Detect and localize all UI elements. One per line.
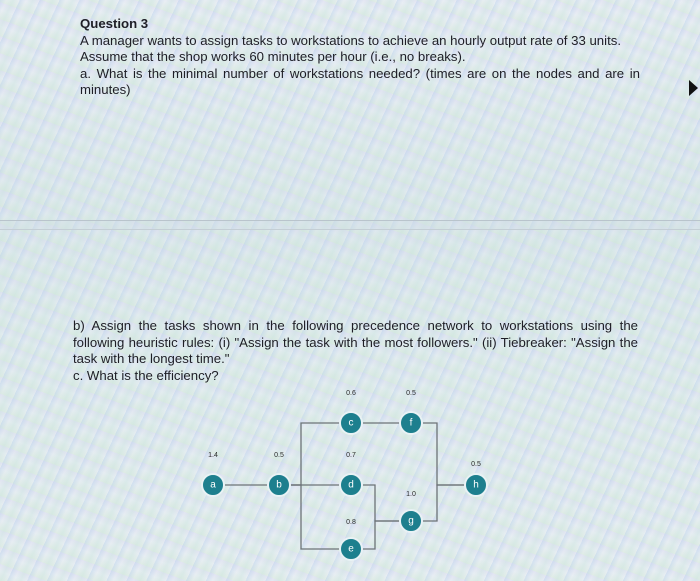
edge-f-h [422,423,465,485]
question-title: Question 3 [80,16,149,31]
part-b-line-4: c. What is the efficiency? [73,367,219,383]
node-letter-e: e [348,543,354,555]
edge-b-e [290,485,340,549]
node-letter-f: f [409,417,413,429]
node-time-d: 0.7 [346,452,356,459]
question-line-2: Assume that the shop works 60 minutes per hour (i.e., no breaks). [80,49,466,65]
question-line-3: a. What is the minimal number of workstations needed? (times are on the nodes and are in [80,65,640,81]
edge-d-g [362,485,400,521]
node-letter-a: a [210,479,216,491]
node-time-g: 1.0 [406,491,416,498]
question-line-4: minutes) [80,82,131,98]
question-line-1: A manager wants to assign tasks to workstations to achieve an hourly output rate of 33 units. [80,32,621,48]
node-time-c: 0.6 [346,390,356,397]
edge-b-c [290,423,340,485]
node-h [465,461,487,496]
node-time-h: 0.5 [471,461,481,468]
part-b-line-1: b) Assign the tasks shown in the following precedence network to workstations using the [73,318,638,333]
node-f [400,390,422,434]
node-d [340,452,362,496]
node-g [400,491,422,532]
node-c [340,390,362,434]
node-time-e: 0.8 [346,519,356,526]
node-time-a: 1.4 [208,452,218,459]
part-b-line-3: task with the longest time." [73,351,230,367]
node-letter-h: h [473,479,479,491]
node-e [340,519,362,560]
node-b [268,452,290,496]
part-b-line-2: following heuristic rules: (i) "Assign the task with the most followers." (ii) Tiebreaker: "Assign the [73,334,638,350]
node-letter-b: b [276,479,282,491]
node-a [202,452,224,496]
node-time-f: 0.5 [406,390,416,397]
node-letter-c: c [348,417,354,429]
edge-e-g [362,521,400,549]
edge-g-h [422,485,465,521]
node-time-b: 0.5 [274,452,284,459]
network-nodes [202,390,487,560]
node-letter-d: d [348,479,354,491]
node-letter-g: g [408,515,414,527]
